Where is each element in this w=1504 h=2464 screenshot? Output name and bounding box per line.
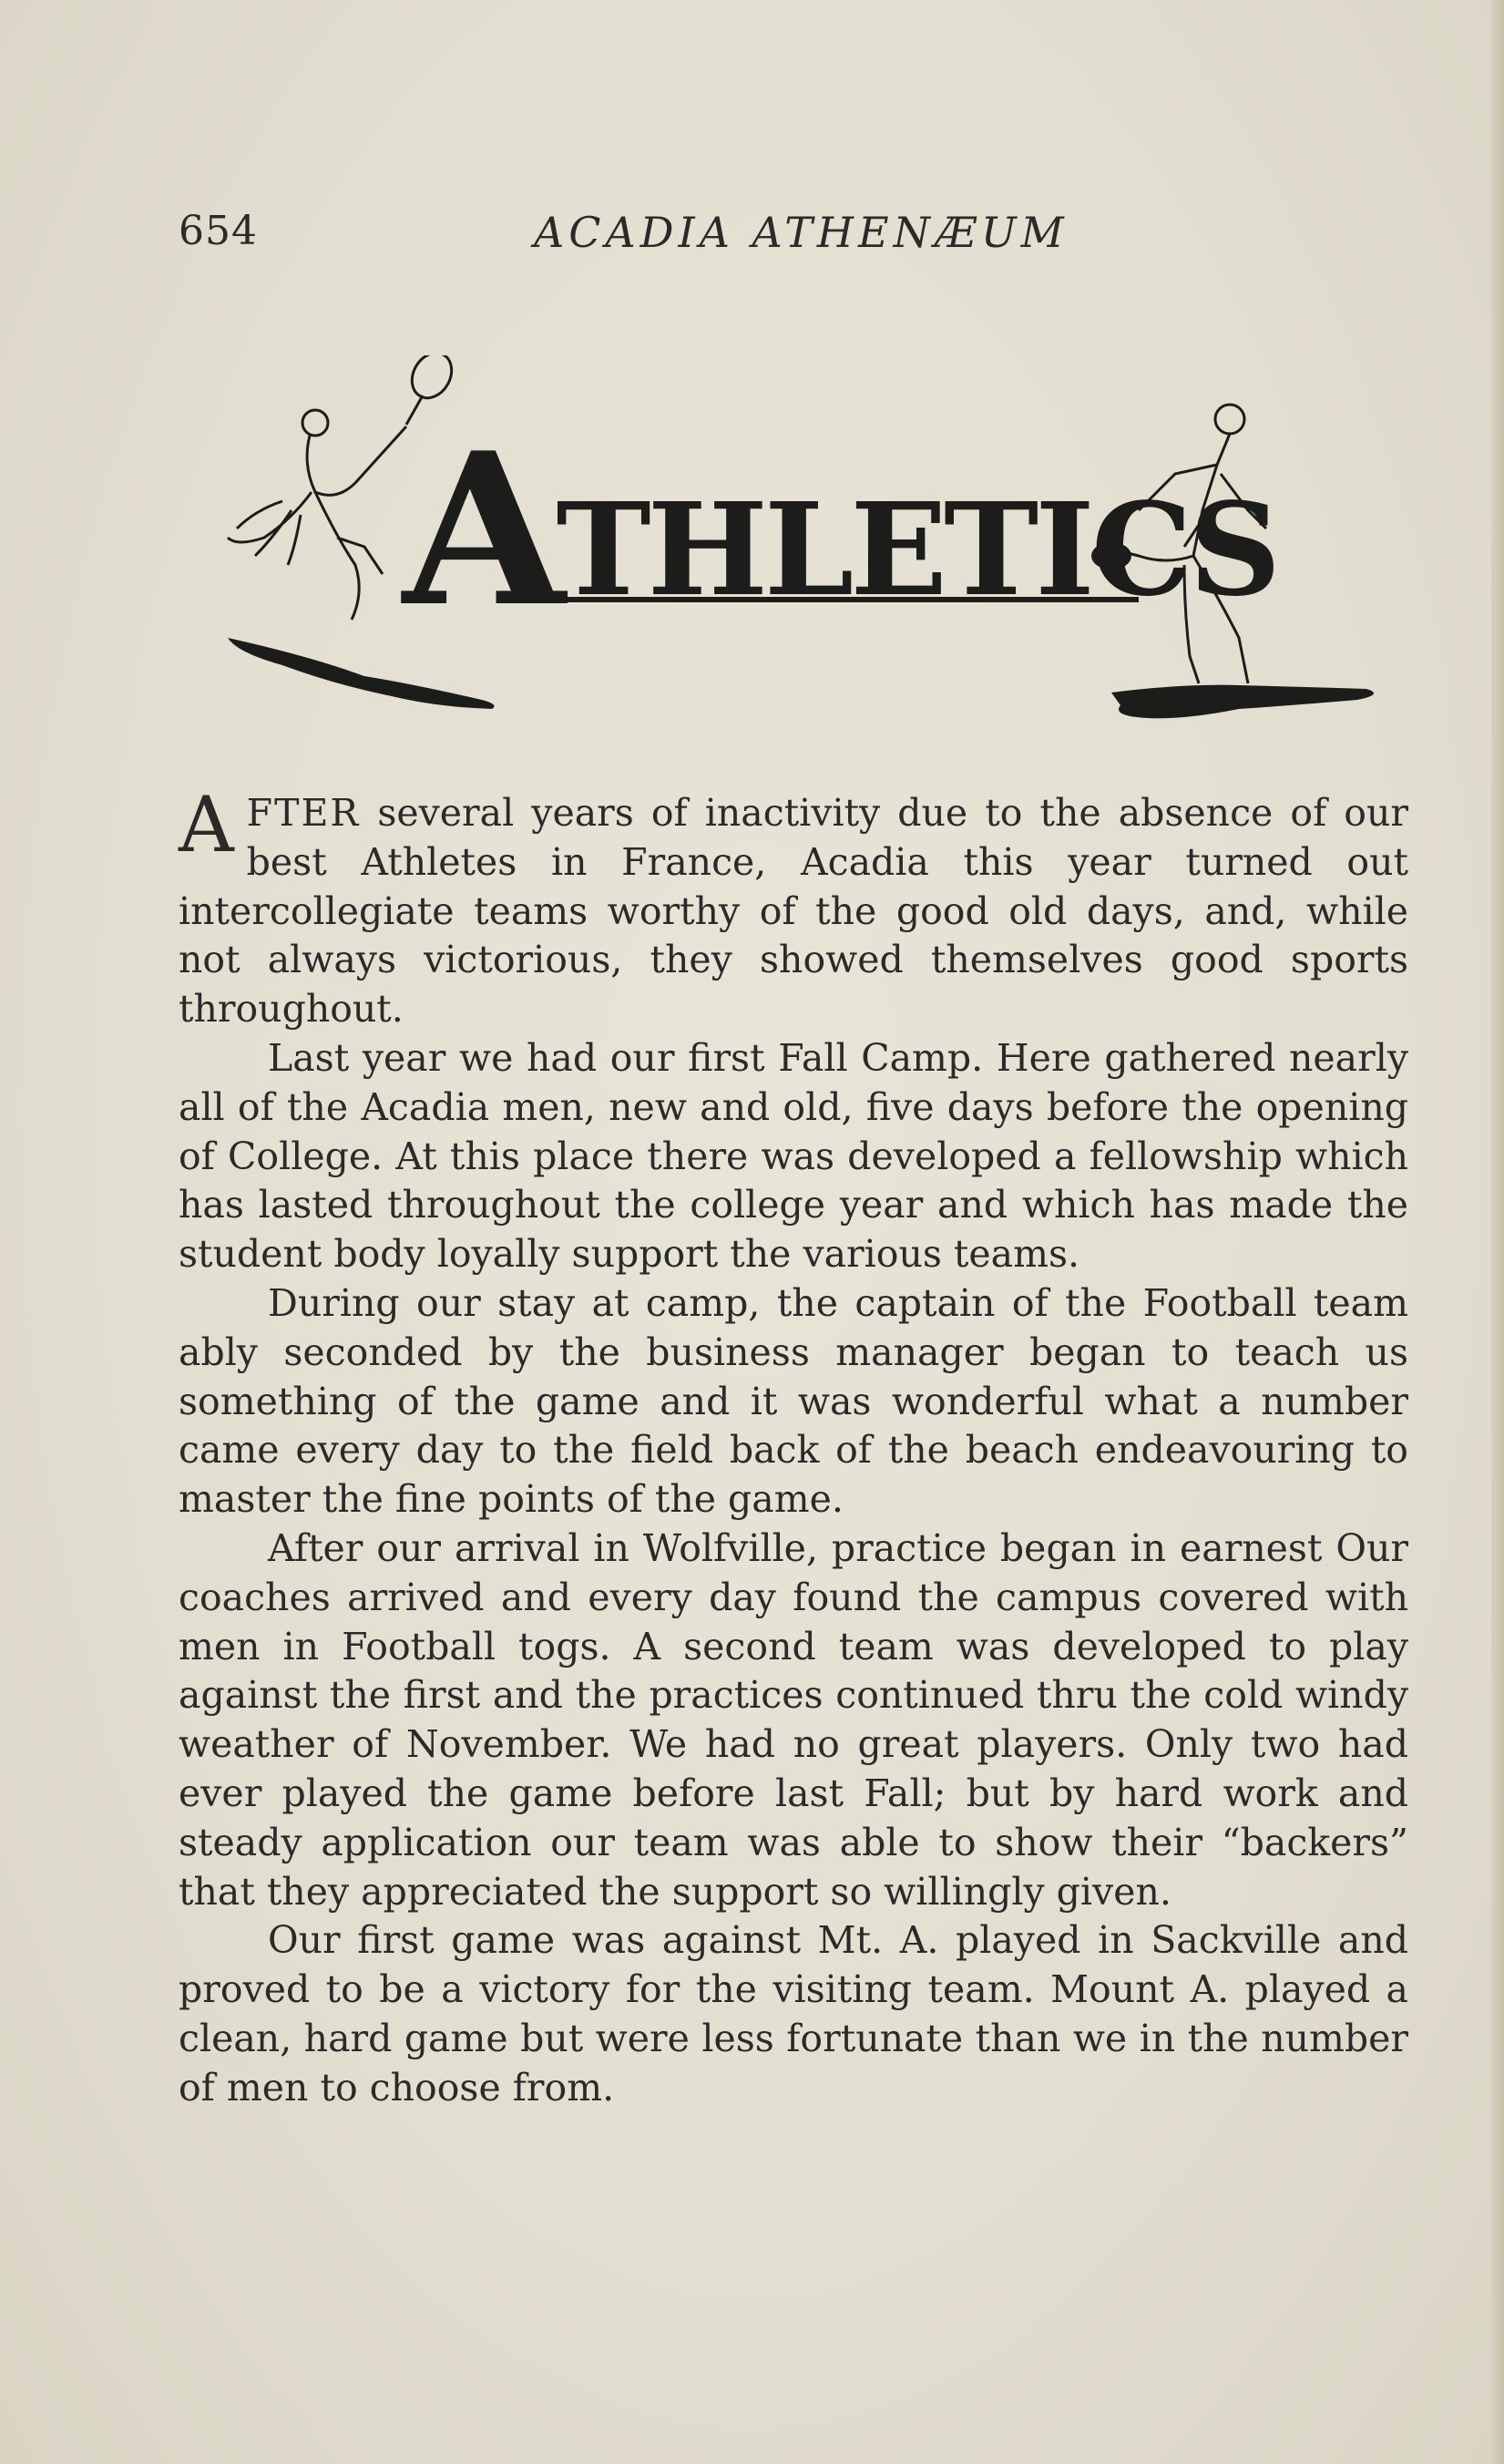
- page-number: 654: [179, 208, 258, 254]
- paragraph-1: [179, 780, 1408, 1034]
- paragraph-5: Our first game was against Mt. A. played in Sackville and proved to be a victory for the visiting team. Mount A. played a clean, hard game but were less fortunate than we in the number of men to choose from.: [179, 1918, 1408, 2110]
- running-head: [179, 208, 1408, 262]
- football-player-shadow: [1111, 685, 1374, 719]
- paragraph-4: After our arrival in Wolfville, practice began in earnest Our coaches arrived and every day found the campus covered with men in Football togs. A second team was developed to play against the first and the practices continued thru the cold windy weather of November. We had no great players. Only two had ever played the game before last Fall; but by hard work and steady application our team was able to show their “backers” that they appreciated the support so willingly given.: [179, 1525, 1408, 1914]
- section-heading: [403, 407, 1278, 653]
- paragraph-3: During our stay at camp, the captain of the Football team ably seconded by the business manager began to teach us something of the game and it was wonderful what a number came every day to the field back of the beach endeavouring to master the fine points of the game.: [179, 1280, 1408, 1522]
- paragraph-2: Last year we had our first Fall Camp. Here gathered nearly all of the Acadia men, new and old, five days before the opening of College. At this place there was developed a fellowship which has lasted throughout the college year and which has made the student body loyally support the various teams.: [179, 1035, 1408, 1277]
- article-body: [179, 780, 1408, 2113]
- heading-initial: A: [403, 407, 562, 653]
- paragraph-1-text: several years of inactivity due to the absence of our best Athletes in France, Acadia this year turned out intercollegiate teams worthy of the good old days, and, while not always victorious, they showed themselves good sports throughout.: [179, 791, 1408, 1032]
- opening-word: FTER: [246, 791, 361, 835]
- drop-cap: A: [179, 780, 234, 869]
- heading-rest: THLETICS: [556, 476, 1278, 625]
- page-edge: [1491, 0, 1504, 2464]
- section-heading-block: [200, 407, 1278, 653]
- journal-title: ACADIA ATHENÆUM: [534, 208, 1069, 257]
